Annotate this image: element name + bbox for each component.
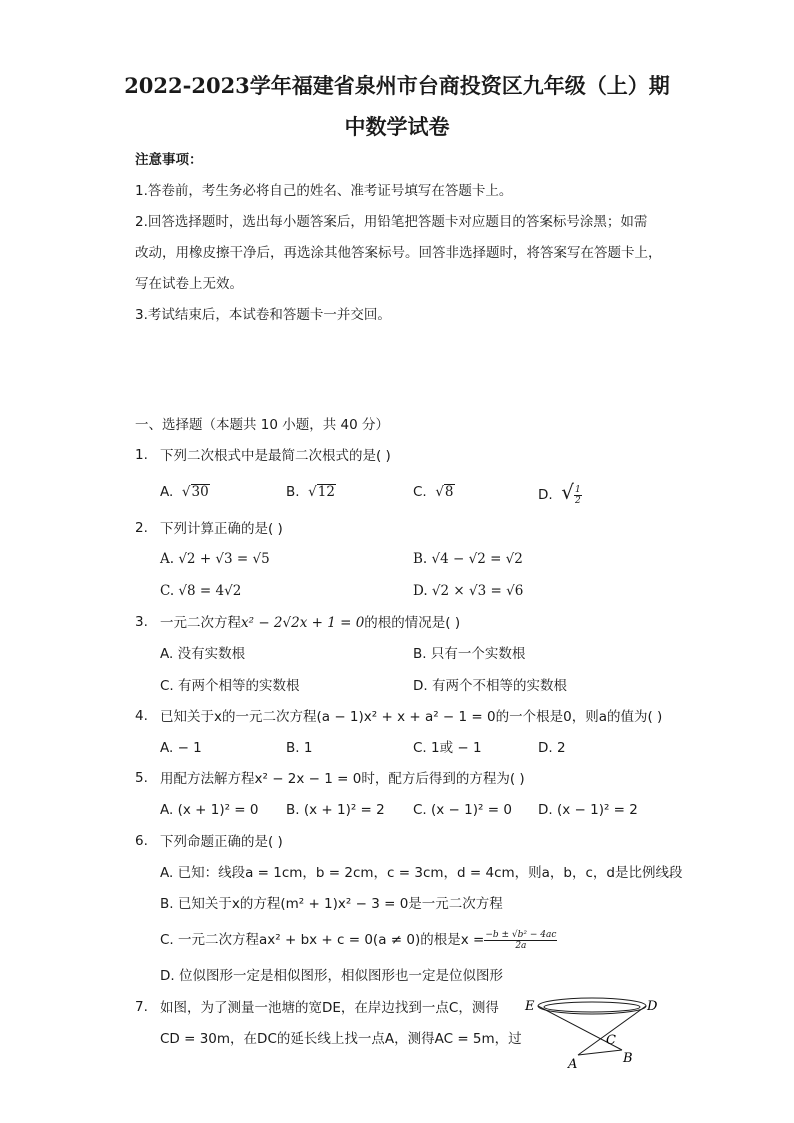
- note-1: 1.答卷前，考生务必将自己的姓名、准考证号填写在答题卡上。: [135, 183, 513, 199]
- q3-option-b: B. 只有一个实数根: [413, 646, 526, 662]
- question-3-stem: 一元二次方程x² − 2√2x + 1 = 0的根的情况是( ): [160, 615, 461, 631]
- q4-option-d: D. 2: [538, 740, 566, 756]
- note-3: 3.考试结束后，本试卷和答题卡一并交回。: [135, 307, 391, 323]
- pond-outline-inner: [544, 1002, 640, 1012]
- q5-option-b: B. (x + 1)² = 2: [286, 802, 385, 818]
- q1-option-b: B. √12: [286, 484, 335, 500]
- question-7-number: 7.: [135, 999, 148, 1015]
- q2-option-b: B. √4 − √2 = √2: [413, 551, 523, 567]
- page-title-line2: 中数学试卷: [344, 114, 450, 139]
- question-3-number: 3.: [135, 614, 148, 630]
- q1-option-d: D. √ $\frac{1}{2}$: [538, 480, 581, 506]
- note-2-line-a: 2.回答选择题时，选出每小题答案后，用铅笔把答题卡对应题目的答案标号涂黑；如需: [135, 214, 648, 230]
- note-2-line-b: 改动，用橡皮擦干净后，再选涂其他答案标号。回答非选择题时，将答案写在答题卡上，: [135, 245, 662, 261]
- q3-option-c: C. 有两个相等的实数根: [160, 678, 300, 694]
- question-5-stem: 用配方法解方程x² − 2x − 1 = 0时，配方后得到的方程为( ): [160, 771, 525, 787]
- q5-option-a: A. (x + 1)² = 0: [160, 802, 259, 818]
- q6-option-a: A. 已知：线段a = 1cm，b = 2cm，c = 3cm，d = 4cm，则a，b，c，d是比例线段: [160, 865, 683, 881]
- question-4-number: 4.: [135, 708, 148, 724]
- page-title-line1: 2022-2023学年福建省泉州市台商投资区九年级（上）期: [124, 73, 670, 98]
- label-C: C: [606, 1033, 616, 1048]
- q5-option-d: D. (x − 1)² = 2: [538, 802, 638, 818]
- q3-option-d: D. 有两个不相等的实数根: [413, 678, 567, 694]
- q5-option-c: C. (x − 1)² = 0: [413, 802, 512, 818]
- label-A: A: [568, 1057, 578, 1072]
- question-6-stem: 下列命题正确的是( ): [160, 834, 283, 850]
- section-heading: 一、选择题（本题共 10 小题，共 40 分）: [135, 417, 390, 433]
- label-E: E: [525, 999, 535, 1014]
- question-2-stem: 下列计算正确的是( ): [160, 521, 283, 537]
- q1-option-a: A. √30: [160, 484, 209, 500]
- question-6-number: 6.: [135, 833, 148, 849]
- question-4-stem: 已知关于x的一元二次方程(a − 1)x² + x + a² − 1 = 0的一个根是0，则a的值为( ): [160, 709, 663, 725]
- question-5-number: 5.: [135, 770, 148, 786]
- q6-option-c: C. 一元二次方程ax² + bx + c = 0(a ≠ 0)的根是x = $\frac{\text{−b ± √b² − 4ac}}{2a}$: [160, 929, 557, 951]
- question-2-number: 2.: [135, 520, 148, 536]
- q6-option-d: D. 位似图形一定是相似图形，相似图形也一定是位似图形: [160, 968, 503, 984]
- q4-option-a: A. − 1: [160, 740, 202, 756]
- q1-option-c: C. √8: [413, 484, 454, 500]
- question-1-stem: 下列二次根式中是最简二次根式的是( ): [160, 448, 391, 464]
- q2-option-d: D. √2 × √3 = √6: [413, 583, 524, 599]
- q4-option-b: B. 1: [286, 740, 313, 756]
- question-1-number: 1.: [135, 447, 148, 463]
- q4-option-c: C. 1或 − 1: [413, 740, 482, 756]
- notes-heading: 注意事项：: [135, 152, 203, 168]
- q2-option-a: A. √2 + √3 = √5: [160, 551, 270, 567]
- q2-option-c: C. √8 = 4√2: [160, 583, 242, 599]
- note-2-line-c: 写在试卷上无效。: [135, 276, 243, 292]
- q6-option-b: B. 已知关于x的方程(m² + 1)x² − 3 = 0是一元二次方程: [160, 896, 503, 912]
- label-B: B: [623, 1051, 633, 1066]
- pond-figure: [520, 992, 670, 1072]
- label-D: D: [647, 999, 658, 1014]
- question-7-line-2: CD = 30m，在DC的延长线上找一点A，测得AC = 5m，过: [160, 1031, 522, 1047]
- question-7-line-1: 如图，为了测量一池塘的宽DE，在岸边找到一点C，测得: [160, 1000, 499, 1016]
- q3-option-a: A. 没有实数根: [160, 646, 246, 662]
